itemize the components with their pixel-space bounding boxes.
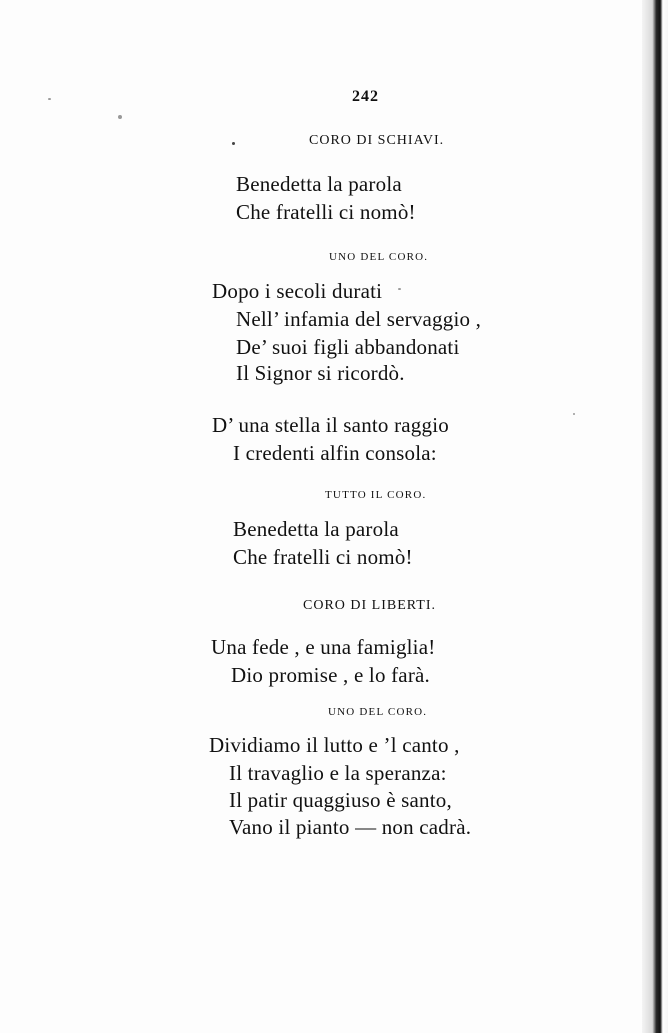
ink-speck xyxy=(118,115,122,119)
verse-line: Benedetta la parola xyxy=(236,172,402,196)
page-number: 242 xyxy=(352,88,379,105)
verse-line: D’ una stella il santo raggio xyxy=(212,413,449,437)
verse-line: Nell’ infamia del servaggio , xyxy=(236,307,482,331)
verse-line: De’ suoi figli abbandonati xyxy=(236,335,460,359)
verse-line: I credenti alfin consola: xyxy=(233,441,437,465)
verse-line: Una fede , e una famiglia! xyxy=(211,635,436,659)
section-heading: UNO DEL CORO. xyxy=(328,706,428,718)
verse-line: Che fratelli ci nomò! xyxy=(236,200,416,224)
section-heading: TUTTO IL CORO. xyxy=(325,489,427,501)
section-heading: UNO DEL CORO. xyxy=(329,251,429,263)
verse-line: Il Signor si ricordò. xyxy=(236,361,405,385)
verse-line: Vano il pianto — non cadrà. xyxy=(229,815,472,839)
ink-speck xyxy=(398,288,401,290)
section-heading: CORO DI LIBERTI. xyxy=(303,598,436,613)
verse-line: Dopo i secoli durati xyxy=(212,279,383,303)
verse-line: Benedetta la parola xyxy=(233,517,399,541)
verse-line: Che fratelli ci nomò! xyxy=(233,545,413,569)
ink-speck xyxy=(232,142,235,145)
verse-line: Dividiamo il lutto e ’l canto , xyxy=(209,733,460,757)
ink-speck xyxy=(573,413,575,415)
ink-speck xyxy=(48,98,51,100)
section-heading: CORO DI SCHIAVI. xyxy=(309,133,445,148)
verse-line: Il patir quaggiuso è santo, xyxy=(229,788,452,812)
verse-line: Il travaglio e la speranza: xyxy=(229,761,447,785)
page-binding-edge xyxy=(642,0,668,1033)
verse-line: Dio promise , e lo farà. xyxy=(231,663,430,687)
